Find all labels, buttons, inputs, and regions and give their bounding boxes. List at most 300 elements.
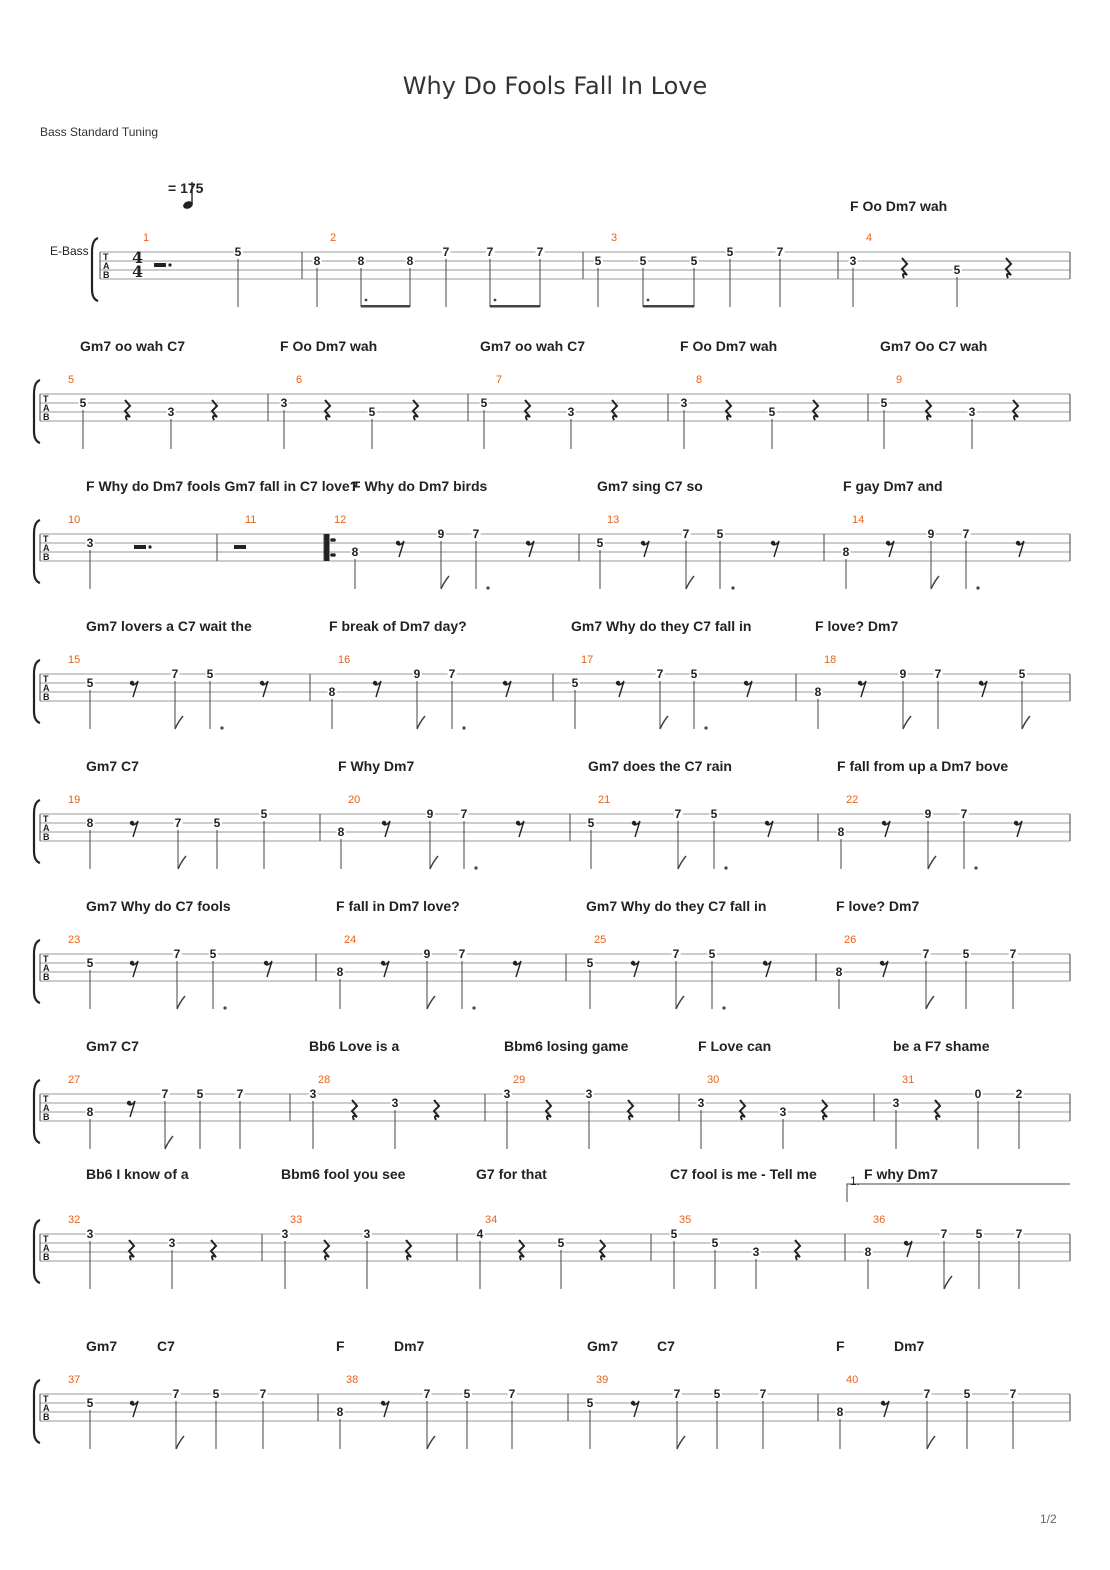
volta-label: 1.	[850, 1174, 861, 1188]
system-bracket	[92, 238, 98, 301]
chord-lyric: Bbm6 fool you see	[281, 1166, 406, 1182]
tab-staff	[0, 758, 1110, 898]
fret-number: 5	[586, 1396, 594, 1410]
fret-number: 7	[922, 947, 930, 961]
fret-number: 9	[899, 667, 907, 681]
fret-number: 7	[171, 667, 179, 681]
fret-number: 8	[328, 685, 336, 699]
fret-number: 5	[708, 947, 716, 961]
fret-number: 5	[670, 1227, 678, 1241]
measure-number: 3	[611, 232, 618, 244]
eighth-flag	[1022, 716, 1030, 729]
augmentation-dot	[974, 866, 977, 869]
tab-system	[0, 196, 1110, 336]
fret-number: 7	[1009, 947, 1017, 961]
fret-number: 3	[697, 1096, 705, 1110]
measure-number: 4	[866, 232, 873, 244]
fret-number: 3	[309, 1087, 317, 1101]
tab-clef-letter: B	[43, 832, 50, 842]
measure-number: 26	[844, 934, 857, 946]
chord-lyric: Gm7 lovers a C7 wait the	[86, 618, 252, 634]
tab-clef-letter: T	[43, 674, 49, 684]
fret-number: 7	[442, 245, 450, 259]
chord-lyric: F	[836, 1338, 845, 1354]
augmentation-dot	[220, 726, 223, 729]
measure-number: 17	[581, 654, 594, 666]
measure-number: 23	[68, 934, 81, 946]
chord-lyric: Gm7	[587, 1338, 619, 1354]
measure-number: 5	[68, 374, 75, 386]
fret-number: 7	[460, 807, 468, 821]
measure-number: 38	[346, 1374, 359, 1386]
volta-bracket	[847, 1184, 1070, 1202]
tab-clef-letter: B	[43, 1412, 50, 1422]
tab-staff	[0, 618, 1110, 758]
chord-lyric: F why Dm7	[864, 1166, 938, 1182]
fret-number: 3	[779, 1105, 787, 1119]
fret-number: 7	[448, 667, 456, 681]
fret-number: 5	[79, 396, 87, 410]
measure-number: 39	[596, 1374, 609, 1386]
tab-system	[0, 618, 1110, 758]
tab-staff	[0, 478, 1110, 618]
fret-number: 5	[690, 667, 698, 681]
fret-number: 3	[752, 1245, 760, 1259]
fret-number: 7	[174, 816, 182, 830]
chord-lyric: F fall in Dm7 love?	[336, 898, 460, 914]
fret-number: 5	[213, 816, 221, 830]
measure-number: 12	[334, 514, 347, 526]
tab-clef-letter: B	[103, 270, 110, 280]
fret-number: 7	[923, 1387, 931, 1401]
fret-number: 5	[594, 254, 602, 268]
eighth-flag	[177, 996, 185, 1009]
augmentation-dot	[223, 1006, 226, 1009]
measure-number: 36	[873, 1214, 886, 1226]
tab-clef-letter: B	[43, 972, 50, 982]
chord-lyric: Dm7	[394, 1338, 425, 1354]
tuning-label: Bass Standard Tuning	[40, 125, 159, 139]
fret-number: 9	[924, 807, 932, 821]
eighth-flag	[677, 1436, 685, 1449]
fret-number: 7	[934, 667, 942, 681]
tab-clef-letter: A	[43, 1243, 50, 1253]
tab-clef-letter: T	[43, 534, 49, 544]
measure-number: 14	[852, 514, 865, 526]
fret-number: 5	[963, 1387, 971, 1401]
fret-number: 5	[962, 947, 970, 961]
fret-number: 8	[835, 965, 843, 979]
system-bracket	[34, 940, 40, 1003]
fret-number: 5	[368, 405, 376, 419]
fret-number: 5	[726, 245, 734, 259]
tab-clef-letter: T	[43, 1094, 49, 1104]
eighth-flag	[176, 1436, 184, 1449]
fret-number: 7	[682, 527, 690, 541]
chord-lyric: Bbm6 losing game	[504, 1038, 629, 1054]
fret-number: 5	[557, 1236, 565, 1250]
fret-number: 3	[585, 1087, 593, 1101]
fret-number: 3	[892, 1096, 900, 1110]
fret-number: 0	[974, 1087, 982, 1101]
beam	[643, 305, 694, 308]
fret-number: 5	[880, 396, 888, 410]
chord-lyric: be a F7 shame	[893, 1038, 990, 1054]
measure-number: 9	[896, 374, 903, 386]
chord-lyric: Gm7 Why do they C7 fall in	[586, 898, 767, 914]
system-bracket	[34, 660, 40, 723]
measure-number: 10	[68, 514, 81, 526]
system-bracket	[34, 1380, 40, 1443]
augmentation-dot	[976, 586, 979, 589]
fret-number: 7	[536, 245, 544, 259]
chord-lyric: F Oo Dm7 wah	[680, 338, 778, 354]
augmentation-dot	[474, 866, 477, 869]
fret-number: 8	[351, 545, 359, 559]
tab-clef-letter: A	[43, 963, 50, 973]
measure-number: 7	[496, 374, 503, 386]
chord-lyric: Bb6 Love is a	[309, 1038, 400, 1054]
measure-number: 27	[68, 1074, 81, 1086]
chord-lyric: F Why do Dm7 fools Gm7 fall in C7 love?	[86, 478, 359, 494]
measure-number: 19	[68, 794, 81, 806]
measure-number: 16	[338, 654, 351, 666]
fret-number: 7	[759, 1387, 767, 1401]
eighth-flag	[427, 1436, 435, 1449]
eighth-flag	[417, 716, 425, 729]
fret-number: 3	[281, 1227, 289, 1241]
fret-number: 5	[975, 1227, 983, 1241]
fret-number: 8	[86, 816, 94, 830]
fret-number: 7	[776, 245, 784, 259]
fret-number: 5	[711, 1236, 719, 1250]
chord-lyric: F break of Dm7 day?	[329, 618, 467, 634]
fret-number: 7	[656, 667, 664, 681]
dot	[494, 299, 497, 302]
fret-number: 5	[206, 667, 214, 681]
chord-lyric: Gm7 oo wah C7	[480, 338, 586, 354]
fret-number: 7	[259, 1387, 267, 1401]
half-rest	[134, 545, 146, 549]
measure-number: 33	[290, 1214, 303, 1226]
eighth-flag	[676, 996, 684, 1009]
fret-number: 3	[167, 405, 175, 419]
fret-number: 5	[639, 254, 647, 268]
fret-number: 3	[391, 1096, 399, 1110]
system-bracket	[34, 380, 40, 443]
measure-number: 37	[68, 1374, 81, 1386]
fret-number: 5	[86, 956, 94, 970]
system-bracket	[34, 1220, 40, 1283]
fret-number: 3	[86, 536, 94, 550]
fret-number: 5	[1018, 667, 1026, 681]
chord-lyric: F Oo Dm7 wah	[280, 338, 378, 354]
fret-number: 3	[168, 1236, 176, 1250]
tab-system	[0, 478, 1110, 618]
chord-lyric: F fall from up a Dm7 bove	[837, 758, 1009, 774]
eighth-flag	[686, 576, 694, 589]
fret-number: 3	[280, 396, 288, 410]
eighth-flag	[903, 716, 911, 729]
chord-lyric: F	[336, 1338, 345, 1354]
eighth-flag	[678, 856, 686, 869]
fret-number: 9	[437, 527, 445, 541]
measure-number: 34	[485, 1214, 498, 1226]
fret-number: 5	[586, 956, 594, 970]
tab-clef-letter: A	[43, 1403, 50, 1413]
fret-number: 3	[503, 1087, 511, 1101]
tab-clef-letter: B	[43, 1112, 50, 1122]
eighth-flag	[430, 856, 438, 869]
half-rest	[234, 545, 246, 549]
measure-number: 13	[607, 514, 620, 526]
fret-number: 8	[836, 1405, 844, 1419]
fret-number: 7	[940, 1227, 948, 1241]
chord-lyric: G7 for that	[476, 1166, 547, 1182]
page-number: 1/2	[1040, 1512, 1057, 1526]
chord-lyric: F love? Dm7	[836, 898, 920, 914]
chord-lyric: C7	[657, 1338, 675, 1354]
eighth-flag	[660, 716, 668, 729]
measure-number: 11	[245, 514, 257, 526]
tab-staff	[0, 1038, 1110, 1178]
dot	[647, 299, 650, 302]
fret-number: 5	[196, 1087, 204, 1101]
time-signature-digit: 4	[132, 248, 144, 267]
chord-lyric: C7 fool is me - Tell me	[670, 1166, 817, 1182]
fret-number: 8	[864, 1245, 872, 1259]
chord-lyric: Gm7 Why do they C7 fall in	[571, 618, 752, 634]
tab-system	[0, 1038, 1110, 1178]
eighth-flag	[441, 576, 449, 589]
tab-clef-letter: A	[43, 1103, 50, 1113]
fret-number: 7	[508, 1387, 516, 1401]
tab-staff	[0, 196, 1110, 336]
rest-dot	[148, 545, 151, 548]
time-signature-digit: 4	[132, 262, 144, 281]
tab-clef-letter: B	[43, 552, 50, 562]
fret-number: 8	[336, 1405, 344, 1419]
tab-clef-letter: A	[103, 261, 110, 271]
tab-system	[0, 758, 1110, 898]
augmentation-dot	[462, 726, 465, 729]
tab-clef-letter: A	[43, 683, 50, 693]
fret-number: 5	[480, 396, 488, 410]
tempo-marking: = 175	[168, 180, 204, 196]
system-bracket	[34, 1080, 40, 1143]
chord-lyric: F love? Dm7	[815, 618, 899, 634]
beam	[361, 305, 410, 308]
measure-number: 15	[68, 654, 81, 666]
fret-number: 7	[673, 1387, 681, 1401]
fret-number: 5	[86, 676, 94, 690]
tab-clef-letter: A	[43, 403, 50, 413]
fret-number: 9	[423, 947, 431, 961]
tab-clef-letter: T	[43, 814, 49, 824]
chord-lyric: Gm7 does the C7 rain	[588, 758, 732, 774]
tab-clef-letter: B	[43, 412, 50, 422]
chord-lyric: F Why Dm7	[338, 758, 415, 774]
augmentation-dot	[724, 866, 727, 869]
fret-number: 5	[953, 263, 961, 277]
fret-number: 5	[713, 1387, 721, 1401]
fret-number: 7	[161, 1087, 169, 1101]
tab-clef-letter: T	[43, 1234, 49, 1244]
measure-number: 28	[318, 1074, 331, 1086]
chord-lyric: F gay Dm7 and	[843, 478, 943, 494]
fret-number: 2	[1015, 1087, 1023, 1101]
fret-number: 7	[1015, 1227, 1023, 1241]
beam	[490, 305, 540, 308]
tab-clef-letter: T	[103, 252, 109, 262]
tab-staff	[0, 1178, 1110, 1318]
fret-number: 5	[710, 807, 718, 821]
tab-clef-letter: A	[43, 543, 50, 553]
chord-lyric: Bb6 I know of a	[86, 1166, 189, 1182]
fret-number: 3	[680, 396, 688, 410]
chord-lyric: Gm7 oo wah C7	[80, 338, 186, 354]
chord-lyric: Gm7 Oo C7 wah	[880, 338, 988, 354]
augmentation-dot	[704, 726, 707, 729]
measure-number: 32	[68, 1214, 81, 1226]
augmentation-dot	[722, 1006, 725, 1009]
fret-number: 7	[173, 947, 181, 961]
chord-lyric: C7	[157, 1338, 175, 1354]
eighth-flag	[178, 856, 186, 869]
eighth-flag	[165, 1136, 173, 1149]
fret-number: 5	[690, 254, 698, 268]
fret-number: 3	[968, 405, 976, 419]
fret-number: 8	[842, 545, 850, 559]
tab-clef-letter: B	[43, 1252, 50, 1262]
fret-number: 7	[172, 1387, 180, 1401]
dot	[365, 299, 368, 302]
augmentation-dot	[486, 586, 489, 589]
tab-system	[0, 1166, 1110, 1318]
chord-lyric: Gm7 Why do C7 fools	[86, 898, 231, 914]
fret-number: 5	[596, 536, 604, 550]
fret-number: 7	[672, 947, 680, 961]
fret-number: 5	[571, 676, 579, 690]
fret-number: 3	[86, 1227, 94, 1241]
fret-number: 7	[236, 1087, 244, 1101]
fret-number: 5	[587, 816, 595, 830]
fret-number: 5	[463, 1387, 471, 1401]
fret-number: 7	[472, 527, 480, 541]
fret-number: 8	[837, 825, 845, 839]
repeat-dot	[330, 553, 334, 557]
fret-number: 8	[86, 1105, 94, 1119]
half-rest	[154, 263, 166, 267]
fret-number: 3	[567, 405, 575, 419]
chord-lyric: Gm7 C7	[86, 758, 139, 774]
fret-number: 9	[426, 807, 434, 821]
measure-number: 1	[143, 232, 150, 244]
tab-staff	[0, 898, 1110, 1038]
fret-number: 8	[357, 254, 365, 268]
measure-number: 22	[846, 794, 859, 806]
fret-number: 8	[814, 685, 822, 699]
chord-lyric: Gm7	[86, 1338, 118, 1354]
fret-number: 3	[363, 1227, 371, 1241]
eighth-flag	[928, 856, 936, 869]
repeat-dot	[330, 538, 334, 542]
tab-clef-letter: T	[43, 394, 49, 404]
fret-number: 8	[336, 965, 344, 979]
fret-number: 9	[927, 527, 935, 541]
augmentation-dot	[472, 1006, 475, 1009]
chord-lyric: Dm7	[894, 1338, 925, 1354]
fret-number: 5	[260, 807, 268, 821]
tab-clef-letter: T	[43, 954, 49, 964]
fret-number: 8	[337, 825, 345, 839]
fret-number: 4	[476, 1227, 484, 1241]
chord-lyric: F Why do Dm7 birds	[352, 478, 488, 494]
chord-lyric: Gm7 C7	[86, 1038, 139, 1054]
tab-staff	[0, 1338, 1110, 1478]
fret-number: 7	[960, 807, 968, 821]
measure-number: 2	[330, 232, 337, 244]
eighth-flag	[926, 996, 934, 1009]
fret-number: 7	[1009, 1387, 1017, 1401]
fret-number: 9	[413, 667, 421, 681]
chord-lyric: Gm7 sing C7 so	[597, 478, 703, 494]
augmentation-dot	[731, 586, 734, 589]
fret-number: 8	[406, 254, 414, 268]
measure-number: 6	[296, 374, 303, 386]
fret-number: 7	[423, 1387, 431, 1401]
measure-number: 20	[348, 794, 361, 806]
tab-system	[0, 338, 1110, 478]
measure-number: 30	[707, 1074, 720, 1086]
fret-number: 5	[768, 405, 776, 419]
measure-number: 31	[902, 1074, 915, 1086]
rest-dot	[168, 263, 171, 266]
system-bracket	[34, 800, 40, 863]
song-title: Why Do Fools Fall In Love	[402, 72, 708, 100]
measure-number: 25	[594, 934, 607, 946]
chord-lyric: F Oo Dm7 wah	[850, 198, 948, 214]
measure-number: 24	[344, 934, 357, 946]
fret-number: 5	[716, 527, 724, 541]
eighth-flag	[175, 716, 183, 729]
fret-number: 8	[313, 254, 321, 268]
fret-number: 5	[212, 1387, 220, 1401]
eighth-flag	[427, 996, 435, 1009]
measure-number: 29	[513, 1074, 526, 1086]
measure-number: 40	[846, 1374, 859, 1386]
tab-clef-letter: T	[43, 1394, 49, 1404]
fret-number: 5	[86, 1396, 94, 1410]
instrument-label: E-Bass	[50, 244, 89, 258]
measure-number: 21	[598, 794, 611, 806]
tab-clef-letter: A	[43, 823, 50, 833]
eighth-flag	[927, 1436, 935, 1449]
tab-system	[0, 1338, 1110, 1478]
system-bracket	[34, 520, 40, 583]
fret-number: 7	[962, 527, 970, 541]
chord-lyric: F Love can	[698, 1038, 772, 1054]
fret-number: 7	[458, 947, 466, 961]
fret-number: 7	[486, 245, 494, 259]
tab-clef-letter: B	[43, 692, 50, 702]
tab-system	[0, 898, 1110, 1038]
fret-number: 7	[674, 807, 682, 821]
eighth-flag	[944, 1276, 952, 1289]
measure-number: 8	[696, 374, 703, 386]
fret-number: 5	[209, 947, 217, 961]
measure-number: 35	[679, 1214, 692, 1226]
